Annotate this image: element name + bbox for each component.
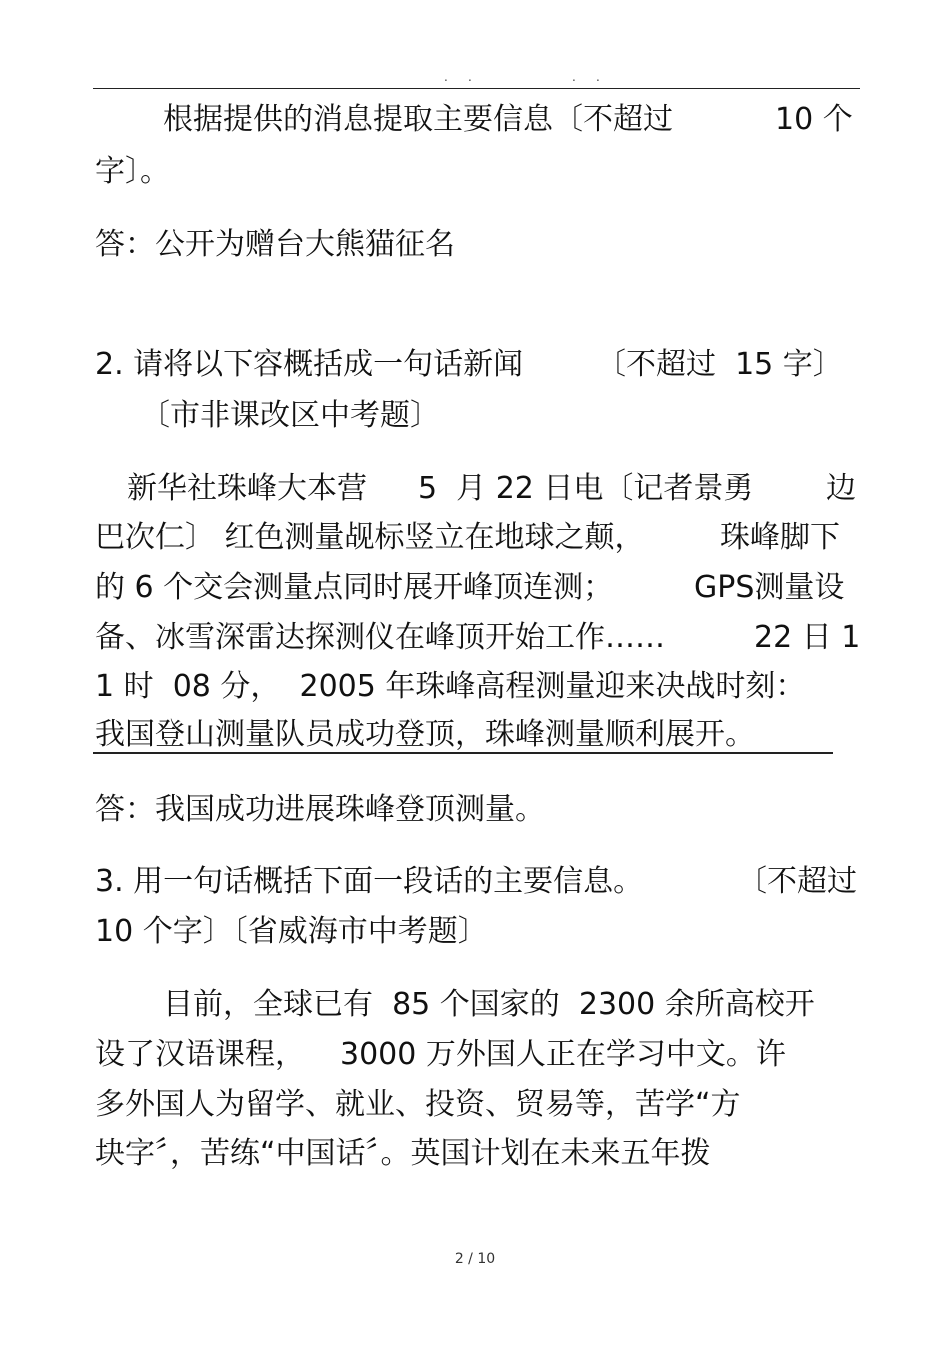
q2-passage-line: 新华社珠峰大本营 <box>127 471 367 506</box>
q2-answer: 答：我国成功进展珠峰登顶测量。 <box>95 792 545 827</box>
header-mark: . <box>596 70 600 84</box>
q3-passage-line: 多外国人为留学、就业、投资、贸易等，苦学“方 <box>95 1087 741 1122</box>
q1-answer: 答：公开为赠台大熊猫征名 <box>95 227 455 262</box>
q3-passage-line: 3000 万外国人正在学习中文。许 <box>340 1037 786 1072</box>
q2-passage-line: 珠峰脚下 <box>720 520 840 555</box>
q2-source: 〔市非课改区中考题〕 <box>140 398 440 433</box>
q2-passage-line: 备、冰雪深雷达探测仪在峰顶开始工作…… <box>95 620 665 655</box>
q3-passage-line: 块字〞，苦练“中国话〞。英国计划在未来五年拨 <box>95 1136 711 1171</box>
q2-passage-line: 巴次仁〕 红色测量觇标竖立在地球之颠， <box>95 520 645 555</box>
q2-title: 2. 请将以下容概括成一句话新闻 <box>95 347 524 382</box>
q3-source: 10 个字〕〔省威海市中考题〕 <box>95 914 488 949</box>
key-sentence-underline <box>93 752 833 754</box>
q1-prompt-number: 10 个 <box>775 102 853 137</box>
header-marks <box>0 70 950 84</box>
q2-passage-line: 1 时 08 分， 2005 年珠峰高程测量迎来决战时刻： <box>95 669 806 704</box>
q3-word-limit: 〔不超过 <box>737 864 857 899</box>
q2-passage-key-sentence: 我国登山测量队员成功登顶，珠峰测量顺利展开。 <box>95 717 755 752</box>
page-number: 2 / 10 <box>454 1251 496 1267</box>
q2-passage-line: GPS测量设 <box>694 570 845 605</box>
q1-prompt-line2: 字〕。 <box>95 154 170 189</box>
header-mark: . <box>468 70 472 84</box>
q2-passage-line: 22 日 1 <box>754 620 861 655</box>
q3-passage-line: 目前，全球已有 85 个国家的 2300 余所高校开 <box>163 987 815 1022</box>
q2-passage-line: 边 <box>826 471 856 506</box>
q2-word-limit: 〔不超过 15 字〕 <box>596 347 843 382</box>
q2-passage-line: 的 6 个交会测量点同时展开峰顶连测； <box>95 570 614 605</box>
q3-title: 3. 用一句话概括下面一段话的主要信息。 <box>95 864 644 899</box>
header-rule <box>93 88 860 89</box>
header-mark: . <box>444 70 448 84</box>
q3-passage-line: 设了汉语课程， <box>95 1037 305 1072</box>
q1-prompt-line1: 根据提供的消息提取主要信息〔不超过 <box>163 102 673 137</box>
q2-passage-line: 5 月 22 日电〔记者景勇 <box>418 471 754 506</box>
header-mark: . <box>572 70 576 84</box>
